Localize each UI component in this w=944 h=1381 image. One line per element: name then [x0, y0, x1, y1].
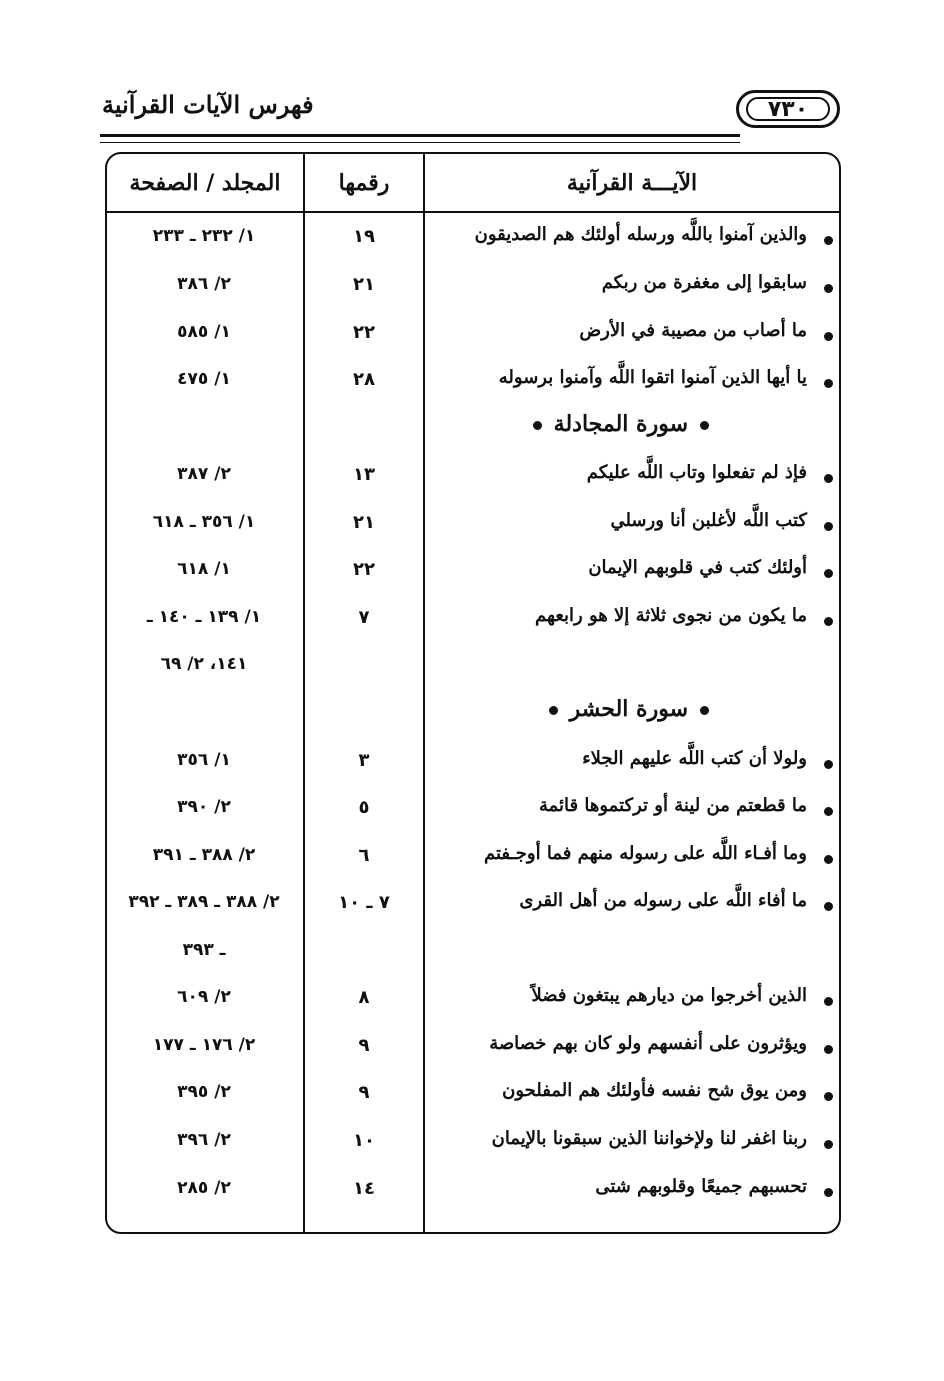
bullet-icon: [824, 807, 833, 816]
page-number-badge: [736, 90, 840, 128]
bullet-icon: [824, 332, 833, 341]
verse-cell: سابقوا إلى مغفرة من ربكم: [601, 272, 807, 293]
bullet-icon: [824, 236, 833, 245]
reference-cell: ٢/ ٣٩٥: [177, 1082, 231, 1102]
verse-number-cell: ٢١: [353, 274, 375, 295]
verse-number-cell: ٢٨: [353, 369, 375, 390]
table-row: [105, 314, 841, 358]
bullet-icon: [824, 617, 833, 626]
bullet-icon: [824, 1140, 833, 1149]
bullet-icon: [824, 997, 833, 1006]
verse-number-cell: ٧ ـ ١٠: [338, 892, 390, 913]
reference-cell: ٢/ ٣٨٨ ـ ٣٩١: [152, 845, 256, 865]
verse-number-cell: ٦: [358, 845, 370, 866]
column-header-reference: المجلد / الصفحة: [129, 170, 281, 196]
bullet-icon: [824, 760, 833, 769]
header-rule: [100, 134, 740, 137]
reference-cell: ١/ ٥٨٥: [177, 322, 231, 342]
reference-cell: ٢/ ٣٩٠: [177, 797, 231, 817]
table-row: [105, 218, 841, 262]
verse-cell: كتب اللَّه لأغلبن أنا ورسلي: [610, 510, 807, 531]
verse-cell: وما أفـاء اللَّه على رسوله منهم فما أوجـفتم: [484, 843, 807, 864]
reference-cell: ٢/ ١٧٦ ـ ١٧٧: [152, 1035, 256, 1055]
table-row: [105, 979, 841, 1023]
verse-number-cell: ٩: [358, 1082, 370, 1103]
bullet-icon: [824, 379, 833, 388]
verse-number-cell: ٣: [358, 750, 370, 771]
verse-cell: يا أيها الذين آمنوا اتقوا اللَّه وآمنوا برسوله: [498, 367, 807, 388]
bullet-icon: [700, 421, 709, 430]
bullet-icon: [824, 474, 833, 483]
reference-cell: ١/ ٤٧٥: [177, 369, 231, 389]
table-row: [105, 789, 841, 833]
verse-cell: ربنا اغفر لنا ولإخواننا الذين سبقونا بالإيمان: [491, 1128, 807, 1149]
bullet-icon: [700, 706, 709, 715]
verse-cell: فإذ لم تفعلوا وتاب اللَّه عليكم: [586, 462, 807, 483]
bullet-icon: [824, 855, 833, 864]
verse-cell: ما أصاب من مصيبة في الأرض: [579, 320, 807, 341]
table-row: [105, 599, 841, 643]
verse-number-cell: ٥: [358, 797, 370, 818]
reference-cell: ١/ ٢٣٢ ـ ٢٣٣: [152, 226, 256, 246]
reference-cell: ٢/ ٣٩٦: [177, 1130, 231, 1150]
verse-number-cell: ٨: [358, 987, 370, 1008]
verse-number-cell: ٧: [358, 607, 370, 628]
reference-cell: ٢/ ٣٨٨ ـ ٣٨٩ ـ ٣٩٢: [128, 892, 280, 912]
verse-cell: تحسبهم جميعًا وقلوبهم شتى: [595, 1176, 807, 1197]
verse-cell: ما يكون من نجوى ثلاثة إلا هو رابعهم: [535, 605, 807, 626]
reference-cell: ٢/ ٢٨٥: [177, 1178, 231, 1198]
bullet-icon: [533, 421, 542, 430]
bullet-icon: [824, 522, 833, 531]
verse-cell: الذين أخرجوا من ديارهم يبتغون فضلاً: [531, 985, 807, 1006]
reference-cell: ١/ ١٣٩ ـ ١٤٠ ـ: [146, 607, 262, 627]
surah-title: [521, 411, 721, 437]
table-row: [105, 1027, 841, 1071]
verse-cell: ومن يوق شح نفسه فأولئك هم المفلحون: [502, 1080, 807, 1101]
bullet-icon: [824, 902, 833, 911]
page-header: [100, 82, 844, 132]
table-row: [105, 504, 841, 548]
column-header-number: رقمها: [338, 170, 390, 196]
verse-cell: ما أفاء اللَّه على رسوله من أهل القرى: [519, 890, 807, 911]
table-row: [105, 266, 841, 310]
verse-number-cell: ٢٢: [353, 559, 375, 580]
reference-cell: ٢/ ٦٠٩: [177, 987, 231, 1007]
bullet-icon: [824, 284, 833, 293]
table-row: [105, 1122, 841, 1166]
table-row: [105, 742, 841, 786]
table-row-continuation: [105, 646, 841, 690]
table-row: [105, 361, 841, 405]
header-rule-thin: [100, 142, 740, 143]
table-row: [105, 884, 841, 928]
bullet-icon: [824, 1092, 833, 1101]
surah-heading-row: [105, 694, 841, 738]
table-row: [105, 1170, 841, 1214]
surah-name: سورة المجادلة: [553, 411, 688, 437]
reference-cell: ١/ ٣٥٦ ـ ٦١٨: [152, 512, 256, 532]
verse-cell: ويؤثرون على أنفسهم ولو كان بهم خصاصة: [489, 1033, 807, 1054]
reference-cell: ٢/ ٣٨٧: [177, 464, 231, 484]
verse-number-cell: ١٤: [353, 1178, 375, 1199]
table-row: [105, 1074, 841, 1118]
reference-cell: ١/ ٦١٨: [177, 559, 231, 579]
verse-cell: والذين آمنوا باللَّه ورسله أولئك هم الصديقون: [474, 224, 807, 245]
page-number: ٧٣٠: [746, 97, 830, 121]
header-title: فهرس الآيات القرآنية: [102, 90, 314, 119]
bullet-icon: [824, 1045, 833, 1054]
bullet-icon: [549, 706, 558, 715]
reference-cell: ٢/ ٣٨٦: [177, 274, 231, 294]
surah-title: [537, 696, 721, 722]
verse-number-cell: ١٠: [353, 1130, 375, 1151]
bullet-icon: [824, 569, 833, 578]
verse-number-cell: ٢١: [353, 512, 375, 533]
table-row: [105, 456, 841, 500]
surah-heading-row: [105, 409, 841, 453]
column-header-verse: الآيـــة القرآنية: [566, 170, 698, 196]
table-row-continuation: [105, 932, 841, 976]
table-row: [105, 551, 841, 595]
verse-number-cell: ٩: [358, 1035, 370, 1056]
verse-cell: ولولا أن كتب اللَّه عليهم الجلاء: [582, 748, 807, 769]
reference-cell: ـ ٣٩٣: [182, 940, 226, 960]
verse-number-cell: ١٣: [353, 464, 375, 485]
bullet-icon: [824, 1188, 833, 1197]
verse-cell: أولئك كتب في قلوبهم الإيمان: [588, 557, 807, 578]
reference-cell: ١٤١، ٢/ ٦٩: [160, 654, 248, 674]
verse-number-cell: ١٩: [353, 226, 375, 247]
verse-number-cell: ٢٢: [353, 322, 375, 343]
reference-cell: ١/ ٣٥٦: [177, 750, 231, 770]
table-row: [105, 837, 841, 881]
surah-name: سورة الحشر: [569, 696, 688, 722]
header-row-divider: [105, 211, 841, 213]
verse-cell: ما قطعتم من لينة أو تركتموها قائمة: [538, 795, 807, 816]
